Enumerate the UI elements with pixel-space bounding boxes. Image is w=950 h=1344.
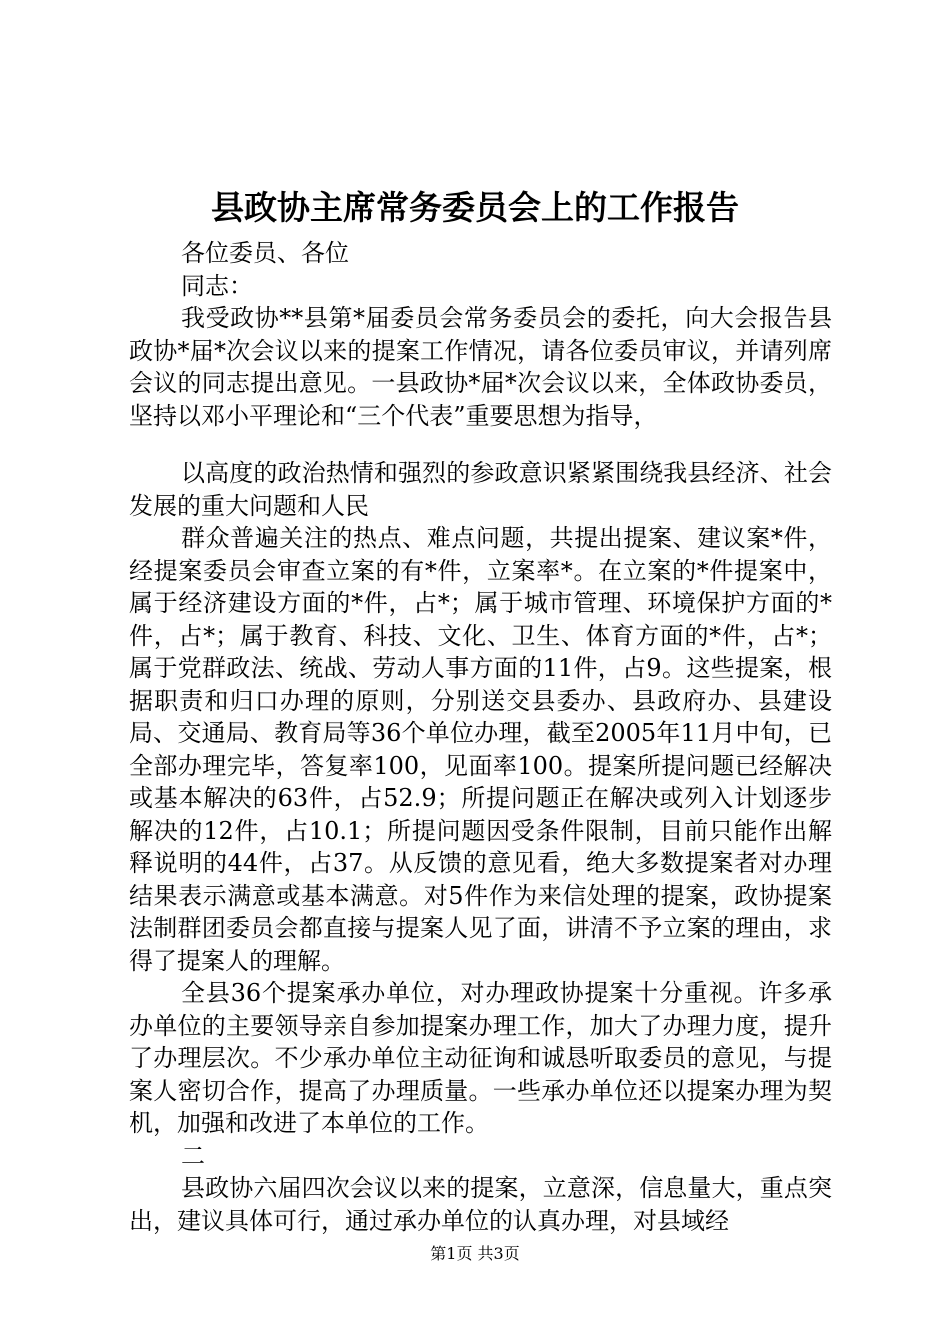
section-heading: 二	[181, 1141, 205, 1170]
document-body-main	[129, 457, 832, 1237]
paragraph: 县政协六届四次会议以来的提案，立意深，信息量大，重点突出，建议具体可行，通过承办单位的认真办理，对县域经	[129, 1174, 832, 1235]
paragraph: 我受政协**县第*届委员会常务委员会的委托，向大会报告县政协*届*次会议以来的提案工作情况，请各位委员审议，并请列席会议的同志提出意见。一县政协*届*次会议以来，全体政协委员，坚持以邓小平理论和“三个代表”重要思想为指导，	[129, 304, 832, 430]
paragraph: 全县36个提案承办单位，对办理政协提案十分重视。许多承办单位的主要领导亲自参加提案办理工作，加大了办理力度，提升了办理层次。不少承办单位主动征询和诚恳听取委员的意见，与提案人密切合作，提高了办理质量。一些承办单位还以提案办理为契机，加强和改进了本单位的工作。	[129, 979, 832, 1137]
document-title: 县政协主席常务委员会上的工作报告	[211, 188, 739, 227]
paragraph: 以高度的政治热情和强烈的参政意识紧紧围绕我县经济、社会发展的重大问题和人民	[129, 459, 832, 520]
document-body-top	[129, 237, 832, 432]
page-number-footer: 第1页 共3页	[430, 1244, 520, 1263]
paragraph: 群众普遍关注的热点、难点问题，共提出提案、建议案*件，经提案委员会审查立案的有*件，立案率*。在立案的*件提案中，属于经济建设方面的*件，占*；属于城市管理、环境保护方面的*件，占*；属于教育、科技、文化、卫生、体育方面的*件，占*；属于党群政法、统战、劳动人事方面的11件，占9。这些提案，根据职责和归口办理的原则，分别送交县委办、县政府办、县建设局、交通局、教育局等36个单位办理，截至2005年11月中旬，已全部办理完毕，答复率100，见面率100。提案所提问题已经解决或基本解决的63件，占52.9；所提问题正在解决或列入计划逐步解决的12件，占10.1；所提问题因受条件限制，目前只能作出解释说明的44件，占37。从反馈的意见看，绝大多数提案者对办理结果表示满意或基本满意。对5件作为来信处理的提案，政协提案法制群团委员会都直接与提案人见了面，讲清不予立案的理由，求得了提案人的理解。	[129, 524, 832, 975]
salutation-line-2: 同志：	[181, 271, 253, 300]
salutation-line-1: 各位委员、各位	[181, 239, 349, 267]
